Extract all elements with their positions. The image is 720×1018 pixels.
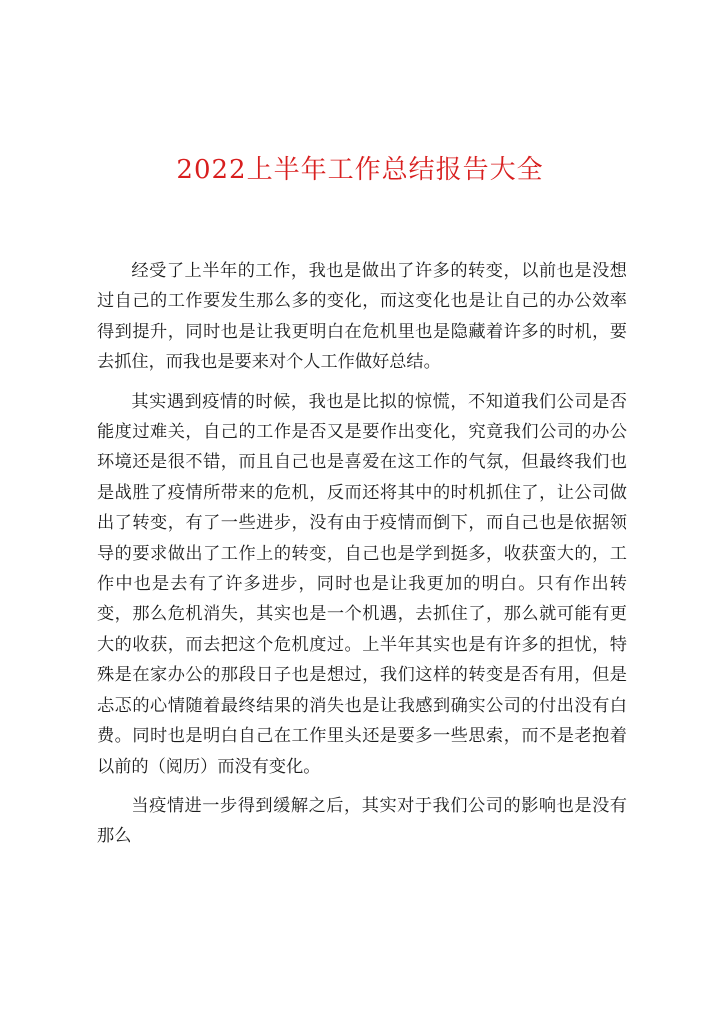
- paragraph-3: 当疫情进一步得到缓解之后，其实对于我们公司的影响也是没有那么: [97, 795, 627, 847]
- document-title: 2022上半年工作总结报告大全: [176, 155, 544, 185]
- paragraph-2: 其实遇到疫情的时候，我也是比拟的惊慌，不知道我们公司是否能度过难关，自己的工作是否又是要作出变化，究竟我们公司的办公环境还是很不错，而且自己也是喜爱在这工作的气氛，但最终我们也是战胜了疫情所带来的危机，反而还将其中的时机抓住了，让公司做出了转变，有了一些进步，没有由于疫情而倒下，而自己也是依据领导的要求做出了工作上的转变，自己也是学到挺多，收获蛮大的，工作中也是去有了许多进步，同时也是让我更加的明白。只有作出转变，那么危机消失，其实也是一个机遇，去抓住了，那么就可能有更大的收获，而去把这个危机度过。上半年其实也是有许多的担忧，特殊是在家办公的那段日子也是想过，我们这样的转变是否有用，但是忐忑的心情随着最终结果的消失也是让我感到确实公司的付出没有白费。同时也是明白自己在工作里头还是要多一些思索，而不是老抱着以前的（阅历）而没有变化。: [97, 391, 627, 777]
- paragraph-1: 经受了上半年的工作，我也是做出了许多的转变，以前也是没想过自己的工作要发生那么多的变化，而这变化也是让自己的办公效率得到提升，同时也是让我更明白在危机里也是隐藏着许多的时机，要去抓住，而我也是要来对个人工作做好总结。: [97, 261, 627, 373]
- document-body: [97, 256, 627, 861]
